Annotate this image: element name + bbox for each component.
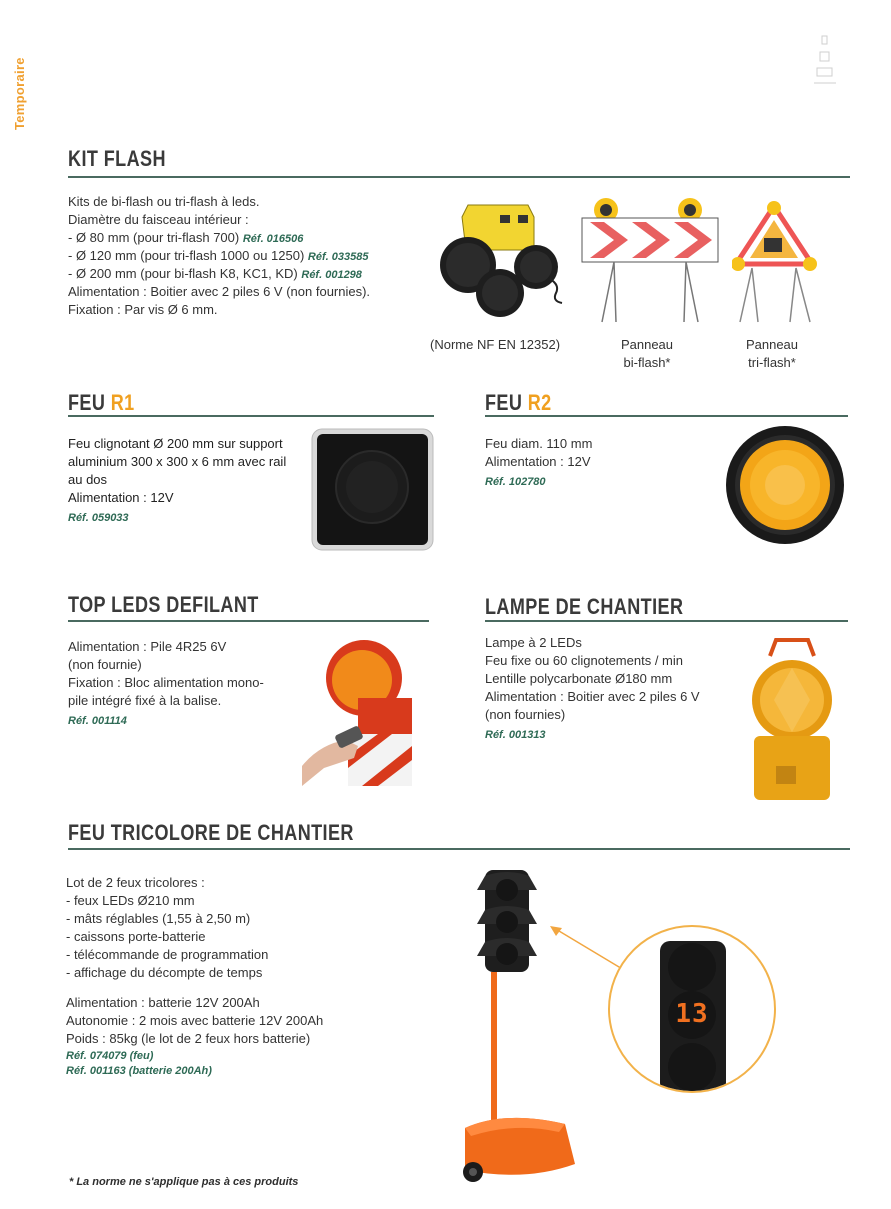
kit-flash-line: Alimentation : Boitier avec 2 piles 6 V (non fournies). (68, 284, 371, 299)
top-leds-rule (68, 620, 429, 622)
kit-flash-line-ref (68, 265, 362, 284)
cone-icon (812, 34, 838, 86)
feu-r1-line: Feu clignotant Ø 200 mm sur support (68, 436, 283, 451)
traffic-light-image (455, 866, 585, 1188)
feu-r1-line: aluminium 300 x 300 x 6 mm avec rail (68, 454, 287, 469)
tricolore-line: - caissons porte-batterie (66, 929, 206, 944)
feu-r1-title (68, 390, 135, 416)
ref-102780: Réf. 102780 (485, 476, 546, 488)
ref-001313: Réf. 001313 (485, 729, 546, 741)
feu-r2-title-accent: R2 (527, 390, 552, 415)
feu-r1-title-accent: R1 (110, 390, 135, 415)
ref-001298: Réf. 001298 (301, 269, 362, 281)
lampe-line: Lampe à 2 LEDs (485, 635, 582, 650)
tricolore-line: Lot de 2 feux tricolores : (66, 875, 205, 890)
tricolore-line: - mâts réglables (1,55 à 2,50 m) (66, 911, 251, 926)
feu-r1-image (310, 427, 435, 552)
tricolore-ref-wrap (66, 1048, 153, 1063)
top-leds-title: TOP LEDS DEFILANT (68, 592, 259, 617)
triflash-panel-image (732, 198, 817, 324)
kit-flash-line: Diamètre du faisceau intérieur : (68, 212, 249, 227)
caption-biflash-line: bi-flash* (623, 355, 671, 370)
caption-biflash-line: Panneau (620, 337, 674, 352)
footnote: * La norme ne s'applique pas à ces produits (69, 1176, 299, 1188)
feu-r2-line: Feu diam. 110 mm (485, 436, 593, 451)
kit-flash-line: - Ø 200 mm (pour bi-flash K8, KC1, KD) (68, 266, 298, 281)
kit-flash-line-ref (68, 229, 303, 248)
lampe-ref-wrap (485, 725, 546, 744)
top-leds-line: Fixation : Bloc alimentation mono- (68, 675, 264, 690)
tricolore-line: Alimentation : batterie 12V 200Ah (66, 995, 260, 1010)
top-leds-line: Alimentation : Pile 4R25 6V (68, 639, 227, 654)
kit-flash-rule (68, 176, 850, 178)
lampe-line: Lentille polycarbonate Ø180 mm (485, 671, 673, 686)
kit-flash-line: - Ø 80 mm (pour tri-flash 700) (68, 230, 240, 245)
kit-flash-line: Kits de bi-flash ou tri-flash à leds. (68, 194, 260, 209)
section-tab: Temporaire (12, 57, 27, 130)
lampe-title: LAMPE DE CHANTIER (485, 594, 684, 619)
countdown-zoom (608, 925, 776, 1093)
feu-r1-title-main: FEU (68, 390, 111, 415)
feu-r1-line: Alimentation : 12V (68, 490, 174, 505)
ref-001163: Réf. 001163 (batterie 200Ah) (66, 1065, 212, 1077)
feu-r2-rule (485, 415, 848, 417)
caption-biflash (612, 336, 682, 372)
kit-flash-title: KIT FLASH (68, 146, 166, 171)
feu-r2-title-main: FEU (485, 390, 528, 415)
top-leds-ref-wrap (68, 711, 127, 730)
tricolore-line: - feux LEDs Ø210 mm (66, 893, 195, 908)
kit-flash-line-ref (68, 247, 368, 266)
countdown-display: 13 (675, 999, 709, 1029)
feu-r2-line: Alimentation : 12V (485, 454, 591, 469)
feu-r2-title (485, 390, 552, 416)
caption-triflash-line: Panneau (745, 337, 799, 352)
top-leds-line: pile intégré fixé à la balise. (68, 693, 222, 708)
caption-norm: (Norme NF EN 12352) (430, 337, 561, 352)
biflash-panel-image (580, 196, 720, 324)
feu-r1-rule (68, 415, 434, 417)
lampe-line: Feu fixe ou 60 clignotements / min (485, 653, 683, 668)
lampe-line: Alimentation : Boitier avec 2 piles 6 V (485, 689, 700, 704)
feu-r1-ref-wrap (68, 508, 129, 527)
top-leds-line: (non fournie) (68, 657, 142, 672)
caption-triflash-line: tri-flash* (748, 355, 796, 370)
tricolore-title: FEU TRICOLORE DE CHANTIER (68, 820, 354, 845)
feu-r2-ref-wrap (485, 472, 546, 491)
tricolore-ref-wrap (66, 1063, 212, 1078)
kit-flash-line: Fixation : Par vis Ø 6 mm. (68, 302, 218, 317)
lampe-image (750, 636, 834, 802)
tricolore-line: Poids : 85kg (le lot de 2 feux hors batterie) (66, 1031, 311, 1046)
feu-r1-line: au dos (68, 472, 108, 487)
lampe-line: (non fournies) (485, 707, 566, 722)
tricolore-rule (68, 848, 850, 850)
lampe-rule (485, 620, 848, 622)
flash-kit-image (438, 195, 568, 320)
top-leds-image (302, 638, 414, 786)
ref-016506: Réf. 016506 (242, 233, 304, 245)
kit-flash-line: - Ø 120 mm (pour tri-flash 1000 ou 1250) (68, 248, 305, 263)
ref-001114: Réf. 001114 (68, 715, 127, 727)
tricolore-line: - affichage du décompte de temps (66, 965, 263, 980)
feu-r2-image (724, 424, 846, 546)
tricolore-line: Autonomie : 2 mois avec batterie 12V 200Ah (66, 1013, 324, 1028)
tricolore-line: - télécommande de programmation (66, 947, 269, 962)
caption-triflash (737, 336, 807, 372)
ref-033585: Réf. 033585 (307, 251, 369, 263)
ref-059033: Réf. 059033 (68, 512, 129, 524)
ref-074079: Réf. 074079 (feu) (66, 1050, 154, 1062)
